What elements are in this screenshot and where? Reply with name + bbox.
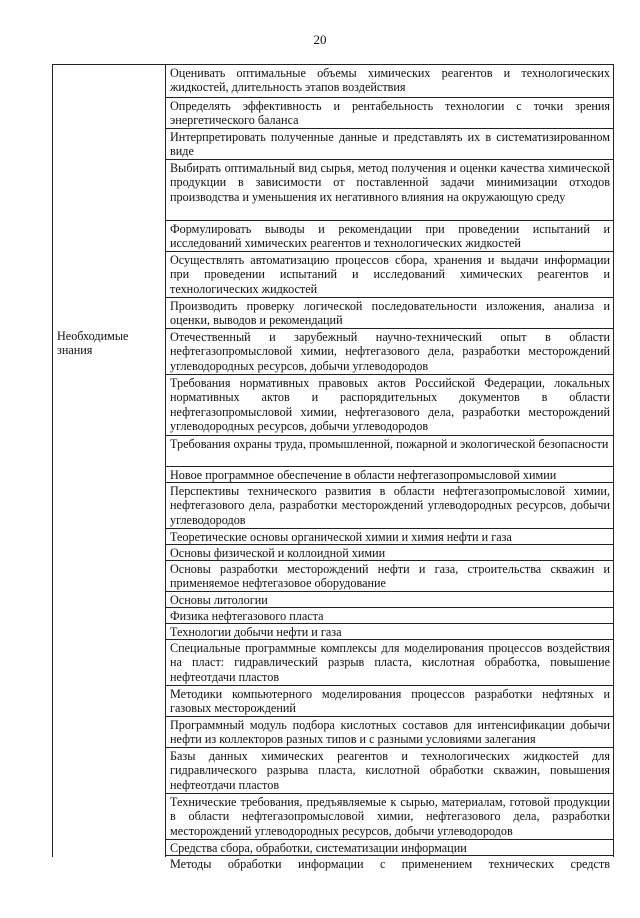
table-cell: Базы данных химических реагентов и технологических жидкостей для гидравлического разрыва пласта, кислотной обработки скважин, повышения нефтеотдачи пластов	[166, 748, 613, 794]
table-cell: Методики компьютерного моделирования процессов разработки нефтяных и газовых месторождений	[166, 686, 613, 717]
table-cell: Выбирать оптимальный вид сырья, метод получения и оценки качества химической продукции в зависимости от поставленной задачи минимизации отходов производства и уменьшения их негативного влияния на окружающую среду	[166, 160, 613, 221]
table-cell: Методы обработки информации с применением технических средств	[170, 857, 610, 871]
table-cell: Осуществлять автоматизацию процессов сбора, хранения и выдачи информации при проведении испытаний и исследований химических реагентов и технологических жидкостей	[166, 252, 613, 298]
table-cell: Технические требования, предъявляемые к сырью, материалам, готовой продукции в области нефтегазопромысловой химии, нефтегазового дела, разработки месторождений углеводородных ресурсов, добычи углеводородов	[166, 794, 613, 840]
table-cell: Теоретические основы органической химии и химия нефти и газа	[166, 529, 613, 545]
table-cell: Программный модуль подбора кислотных составов для интенсификации добычи нефти из коллекторов разных типов и с разными условиями залегания	[166, 717, 613, 748]
table-cell: Требования охраны труда, промышленной, пожарной и экологической безопасности	[166, 436, 613, 467]
table-cell: Новое программное обеспечение в области нефтегазопромысловой химии	[166, 467, 613, 483]
table-cell: Формулировать выводы и рекомендации при проведении испытаний и исследований химических реагентов и технологических жидкостей	[166, 221, 613, 252]
page-number: 20	[313, 32, 327, 47]
table-cell: Оценивать оптимальные объемы химических реагентов и технологических жидкостей, длительность этапов воздействия	[166, 65, 613, 98]
table-cell: Отечественный и зарубежный научно-технический опыт в области нефтегазопромысловой химии, нефтегазового дела, разработки месторождений углеводородных ресурсов, добычи углеводородов	[166, 329, 613, 375]
table-cell: Определять эффективность и рентабельность технологии с точки зрения энергетического баланса	[166, 98, 613, 129]
table-cell: Требования нормативных правовых актов Российской Федерации, локальных нормативных актов и распорядительных документов в области нефтегазопромысловой химии, нефтегазового дела, разработки месторождений углеводородных ресурсов, добычи углеводородов	[166, 375, 613, 436]
table-cell: Интерпретировать полученные данные и представлять их в систематизированном виде	[166, 129, 613, 160]
table-cell: Основы разработки месторождений нефти и газа, строительства скважин и применяемое нефтегазовое оборудование	[166, 561, 613, 592]
table-cell: Средства сбора, обработки, систематизации информации	[166, 840, 613, 856]
table-cell: Специальные программные комплексы для моделирования процессов воздействия на пласт: гидравлический разрыв пласта, кислотная обработка, повышение нефтеотдачи пластов	[166, 640, 613, 686]
section-label-knowledge: Необходимые знания	[57, 329, 129, 358]
requirements-table	[52, 64, 614, 871]
table-cell: Технологии добычи нефти и газа	[166, 624, 613, 640]
table-cell: Основы литологии	[166, 592, 613, 608]
table-cell: Физика нефтегазового пласта	[166, 608, 613, 624]
table-cell: Основы физической и коллоидной химии	[166, 545, 613, 561]
table-cell: Перспективы технического развития в области нефтегазопромысловой химии, нефтегазового дела, разработки месторождений углеводородных ресурсов, добычи углеводородов	[166, 483, 613, 529]
table-cell: Производить проверку логической последовательности изложения, анализа и оценки, выводов и рекомендаций	[166, 298, 613, 329]
